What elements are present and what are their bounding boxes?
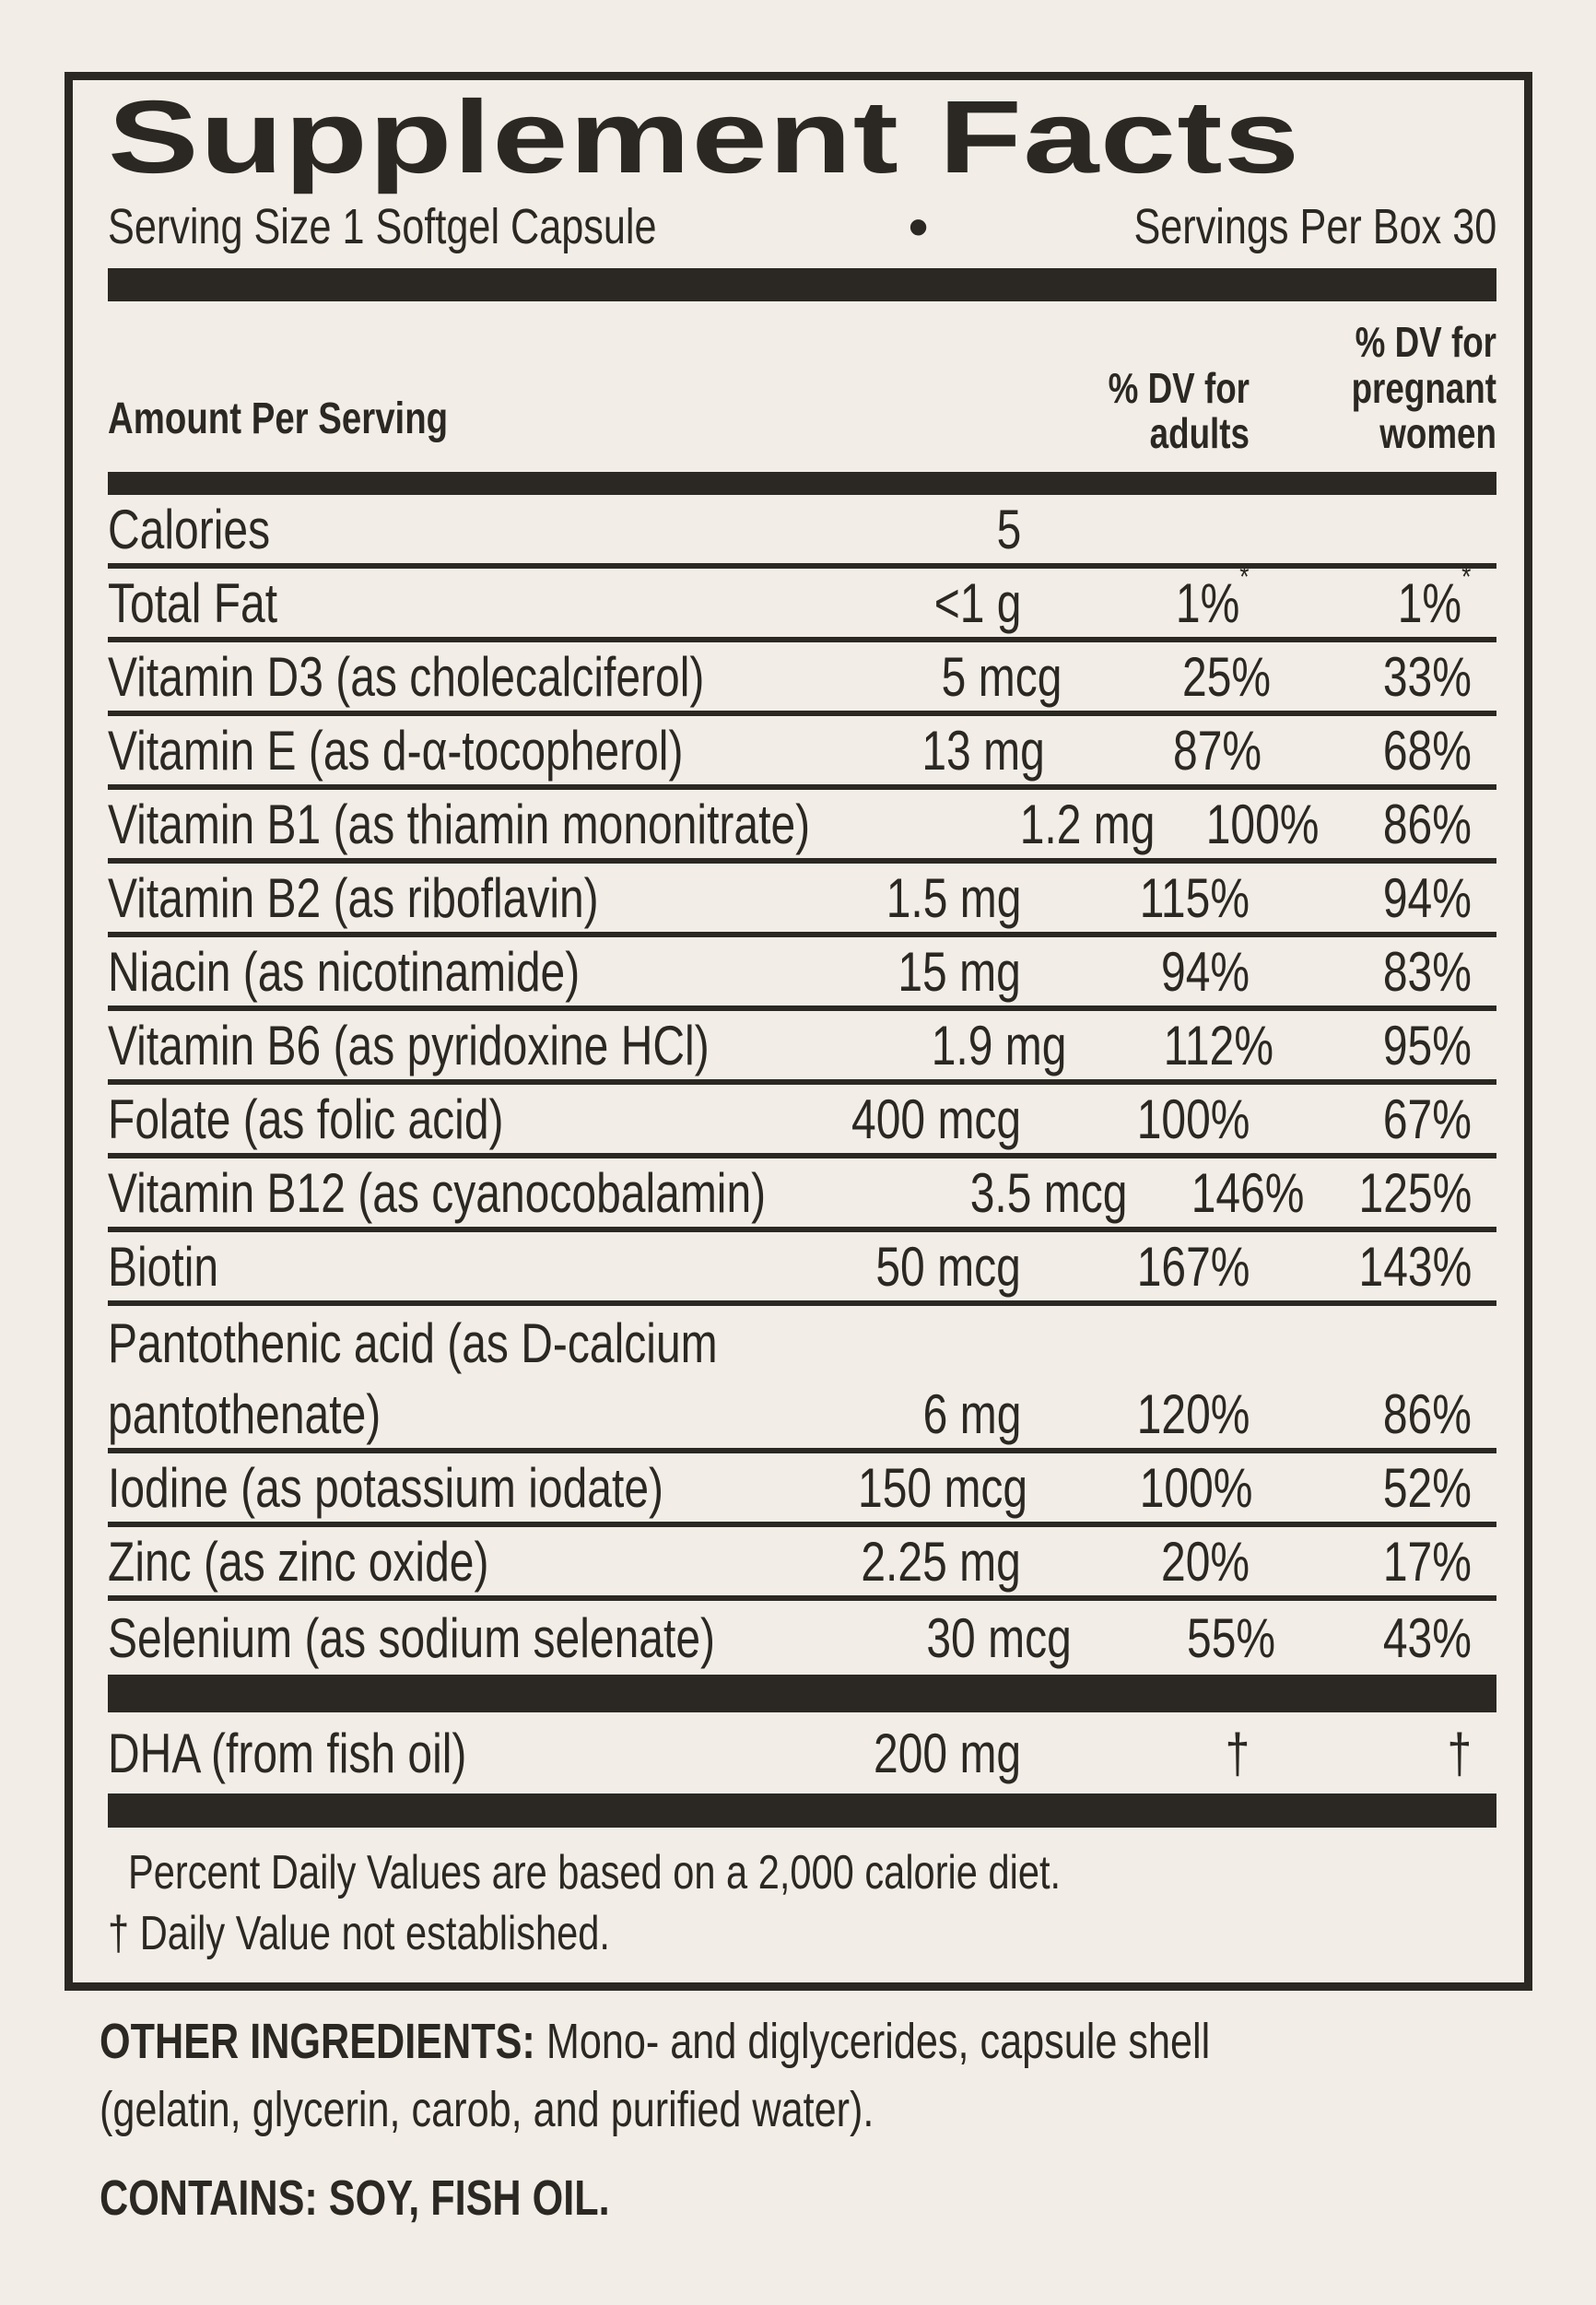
- nutrient-name: [108, 1235, 792, 1299]
- nutrient-amount-text: 15 mg: [898, 940, 1021, 1003]
- table-row: [108, 1380, 1496, 1453]
- table-row: [108, 1453, 1496, 1527]
- footnote-percent-dv-text: Percent Daily Values are based on a 2,000 calorie diet.: [128, 1846, 1062, 1900]
- footnote-asterisk: *: [1239, 559, 1250, 594]
- divider-bar-header: [108, 472, 1496, 495]
- dv-pregnant: [1250, 1722, 1496, 1785]
- table-row: [108, 1085, 1496, 1158]
- nutrient-amount: [792, 1235, 1021, 1299]
- nutrient-name-text: Folate (as folic acid): [108, 1088, 504, 1150]
- dv-pregnant: [1305, 1161, 1496, 1225]
- dv-adults-text: 87%: [1173, 719, 1262, 782]
- dv-adults: [1021, 1530, 1250, 1594]
- nutrient-amount: [792, 571, 1021, 635]
- nutrient-amount-text: 1.2 mg: [1019, 793, 1156, 855]
- nutrient-amount: [792, 1530, 1021, 1594]
- nutrient-name: [108, 1530, 792, 1594]
- dv-pregnant: [1262, 719, 1496, 782]
- nutrient-amount-text: 13 mg: [921, 719, 1045, 782]
- nutrient-amount: [792, 940, 1021, 1004]
- dv-pregnant: [1271, 645, 1496, 709]
- dha-table: [108, 1712, 1496, 1793]
- nutrient-amount-text: 2.25 mg: [861, 1530, 1021, 1593]
- nutrient-amount: [792, 1382, 1021, 1446]
- nutrient-amount: [860, 1014, 1066, 1077]
- divider-bar-top: [108, 268, 1496, 301]
- table-row: [108, 790, 1496, 864]
- dv-adults-text: 115%: [1139, 866, 1250, 929]
- dv-pregnant: [1275, 1606, 1496, 1670]
- table-row: [108, 1011, 1496, 1085]
- nutrient-name-text: Pantothenic acid (as D-calcium: [108, 1311, 718, 1374]
- dv-pregnant-text: 1%*: [1398, 559, 1472, 634]
- dv-adults-text: 167%: [1136, 1235, 1250, 1298]
- nutrient-amount-text: 5: [996, 498, 1021, 560]
- nutrient-amount-text: 150 mcg: [858, 1456, 1028, 1519]
- dv-adults: [1155, 793, 1319, 856]
- dv-pregnant-text: 33%: [1382, 645, 1472, 708]
- footnote-asterisk: *: [1461, 559, 1472, 594]
- servings-per-box-text: Servings Per Box 30: [1133, 199, 1496, 254]
- table-row: [108, 1232, 1496, 1306]
- nutrient-name-text: Vitamin B2 (as riboflavin): [108, 866, 599, 929]
- nutrient-name-text: Vitamin D3 (as cholecalciferol): [108, 645, 705, 708]
- dv-adults-text: 25%: [1182, 645, 1272, 708]
- nutrient-amount: [803, 1456, 1028, 1520]
- nutrient-name: [108, 1606, 867, 1670]
- dv-adults-text: 120%: [1136, 1382, 1250, 1445]
- dv-adults-text: 146%: [1191, 1161, 1305, 1224]
- nutrient-amount: [792, 498, 1021, 561]
- nutrient-amount: [827, 719, 1045, 782]
- nutrient-amount-text: 1.5 mg: [886, 866, 1021, 929]
- nutrient-name: [108, 940, 792, 1004]
- contains-statement: CONTAINS: SOY, FISH OIL.: [100, 2170, 610, 2226]
- dv-adults: [1027, 1456, 1253, 1520]
- dv-adults-text: 100%: [1140, 1456, 1253, 1519]
- dv-pregnant-text: 43%: [1382, 1606, 1472, 1669]
- nutrient-name: [108, 866, 792, 930]
- nutrient-name-text: Biotin: [108, 1235, 219, 1298]
- column-header-dv-adults-text: % DV for adults: [1108, 363, 1250, 458]
- nutrient-name-text: Vitamin B12 (as cyanocobalamin): [108, 1161, 767, 1224]
- table-row: [108, 642, 1496, 716]
- nutrient-name: [108, 793, 986, 856]
- dv-pregnant-text: 83%: [1382, 940, 1472, 1003]
- dv-adults: [1066, 1014, 1273, 1077]
- dv-pregnant: [1250, 498, 1496, 561]
- nutrient-amount-text: 30 mcg: [926, 1606, 1072, 1669]
- panel-title: [108, 79, 1496, 194]
- dv-pregnant: [1250, 940, 1496, 1004]
- nutrient-amount-text: 5 mcg: [942, 645, 1062, 708]
- dv-adults-text: 112%: [1163, 1014, 1273, 1076]
- divider-bar-dha-top: [108, 1675, 1496, 1712]
- table-row: [108, 864, 1496, 937]
- dv-adults: [1021, 866, 1250, 930]
- table-row: [108, 1712, 1496, 1793]
- nutrient-name-text: Total Fat: [108, 571, 278, 634]
- nutrient-amount-text: 1.9 mg: [931, 1014, 1067, 1076]
- dv-pregnant: [1250, 866, 1496, 930]
- nutrient-name-text: Vitamin B6 (as pyridoxine HCl): [108, 1014, 710, 1076]
- table-row: [108, 1306, 1496, 1380]
- nutrient-name: [108, 1014, 860, 1077]
- dv-pregnant: [1250, 559, 1496, 635]
- dv-pregnant-text: 125%: [1358, 1161, 1472, 1224]
- nutrient-name-text: Niacin (as nicotinamide): [108, 940, 581, 1003]
- table-row: [108, 937, 1496, 1011]
- dv-adults: [1021, 498, 1250, 561]
- table-row: [108, 1527, 1496, 1601]
- supplement-facts-panel: [65, 72, 1532, 1991]
- nutrient-name: [108, 1722, 792, 1785]
- nutrient-table: [108, 495, 1496, 1675]
- nutrient-name: [108, 1456, 803, 1520]
- dv-adults-text: 100%: [1136, 1088, 1250, 1150]
- nutrient-name-text: Iodine (as potassium iodate): [108, 1456, 663, 1519]
- dv-pregnant-text: 17%: [1382, 1530, 1472, 1593]
- nutrient-amount: [867, 1606, 1072, 1670]
- dv-adults: [1021, 1382, 1250, 1446]
- nutrient-name: [108, 645, 853, 709]
- dv-adults-text: 94%: [1160, 940, 1250, 1003]
- dv-adults: [1127, 1161, 1305, 1225]
- dv-pregnant: [1250, 1088, 1496, 1151]
- nutrient-name: [108, 1088, 792, 1151]
- other-ingredients-label: OTHER INGREDIENTS:: [100, 2014, 535, 2069]
- table-row: [108, 495, 1496, 569]
- dv-pregnant: [1250, 1530, 1496, 1594]
- dv-adults-text: †: [1225, 1722, 1250, 1784]
- nutrient-name: [108, 498, 792, 561]
- dv-adults-text: 1%*: [1176, 559, 1250, 634]
- column-header-dv-adults: [1021, 363, 1250, 458]
- nutrient-amount-text: 50 mcg: [875, 1235, 1021, 1298]
- dv-adults: [1044, 719, 1262, 782]
- dv-pregnant-text: 52%: [1382, 1456, 1472, 1519]
- bottom-section: [100, 2007, 1279, 2232]
- nutrient-name: [108, 1382, 792, 1446]
- dv-adults: [1021, 940, 1250, 1004]
- dv-adults: [1062, 645, 1272, 709]
- nutrient-name: [108, 1161, 931, 1225]
- dv-adults: [1021, 559, 1250, 635]
- nutrient-name: [108, 719, 827, 782]
- divider-bar-dha-bottom: [108, 1793, 1496, 1828]
- column-header-dv-pregnant-text: % DV for pregnant women: [1351, 318, 1496, 458]
- dv-pregnant-text: 94%: [1382, 866, 1472, 929]
- footnotes: [108, 1842, 1496, 1964]
- other-ingredients: [100, 2007, 1279, 2144]
- dv-adults-text: 55%: [1187, 1606, 1276, 1669]
- nutrient-amount: [792, 1088, 1021, 1151]
- dv-pregnant-text: 95%: [1382, 1014, 1472, 1076]
- dv-adults: [1021, 1722, 1250, 1785]
- nutrient-name-text: Zinc (as zinc oxide): [108, 1530, 489, 1593]
- dv-pregnant: [1250, 1235, 1496, 1299]
- nutrient-name-text: Calories: [108, 498, 271, 560]
- nutrient-amount-text: 200 mg: [873, 1722, 1021, 1784]
- dv-pregnant: [1250, 1382, 1496, 1446]
- nutrient-name: [108, 571, 792, 635]
- nutrient-amount-text: <1 g: [933, 571, 1021, 634]
- nutrient-name-text: pantothenate): [108, 1382, 381, 1445]
- nutrient-name-text: Selenium (as sodium selenate): [108, 1606, 715, 1669]
- nutrient-amount: [792, 1722, 1021, 1785]
- footnote-dagger-text: † Daily Value not established.: [108, 1907, 610, 1961]
- nutrient-amount: [853, 645, 1062, 709]
- nutrient-amount: [986, 793, 1155, 856]
- nutrient-name-text: DHA (from fish oil): [108, 1722, 467, 1784]
- dv-adults: [1021, 1088, 1250, 1151]
- nutrient-amount: [792, 866, 1021, 930]
- dv-adults: [1021, 1235, 1250, 1299]
- dv-pregnant: [1253, 1456, 1496, 1520]
- dv-pregnant-text: 68%: [1382, 719, 1472, 782]
- column-header-dv-pregnant: [1250, 320, 1496, 457]
- nutrient-name-text: Vitamin E (as d-α-tocopherol): [108, 719, 684, 782]
- column-header-amount-text: Amount Per Serving: [108, 394, 449, 444]
- dv-adults-text: 100%: [1205, 793, 1320, 855]
- other-ingredients-text: Mono- and diglycerides, capsule shell (gelatin, glycerin, carob, and purified water).: [100, 2014, 1211, 2137]
- column-header-row: [108, 320, 1496, 457]
- dv-pregnant: [1273, 1014, 1496, 1077]
- nutrient-name-text: Vitamin B1 (as thiamin mononitrate): [108, 793, 811, 855]
- nutrient-amount-text: 6 mg: [922, 1382, 1021, 1445]
- dv-pregnant-text: 86%: [1382, 793, 1472, 855]
- nutrient-amount-text: 3.5 mcg: [969, 1161, 1128, 1224]
- dv-adults: [1072, 1606, 1276, 1670]
- column-header-amount: [108, 394, 1021, 457]
- footnote-dagger: [108, 1903, 1496, 1964]
- dv-adults-text: 20%: [1160, 1530, 1250, 1593]
- table-row: [108, 1601, 1496, 1675]
- table-row: [108, 716, 1496, 790]
- footnote-percent-dv: [108, 1842, 1496, 1903]
- table-row: [108, 559, 1496, 642]
- dv-pregnant-text: †: [1447, 1722, 1472, 1784]
- dv-pregnant: [1319, 793, 1496, 856]
- serving-info-row: Serving Size 1 Softgel Capsule • Servings Per Box 30: [108, 194, 1496, 260]
- nutrient-name: [108, 1311, 1496, 1375]
- serving-size-text: Serving Size 1 Softgel Capsule: [108, 199, 657, 254]
- dv-pregnant-text: 67%: [1382, 1088, 1472, 1150]
- dv-pregnant-text: 86%: [1382, 1382, 1472, 1445]
- dv-pregnant-text: 143%: [1358, 1235, 1472, 1298]
- panel-title-text: Supplement Facts: [108, 79, 1301, 194]
- table-row: [108, 1158, 1496, 1232]
- nutrient-amount: [931, 1161, 1127, 1225]
- nutrient-amount-text: 400 mcg: [851, 1088, 1021, 1150]
